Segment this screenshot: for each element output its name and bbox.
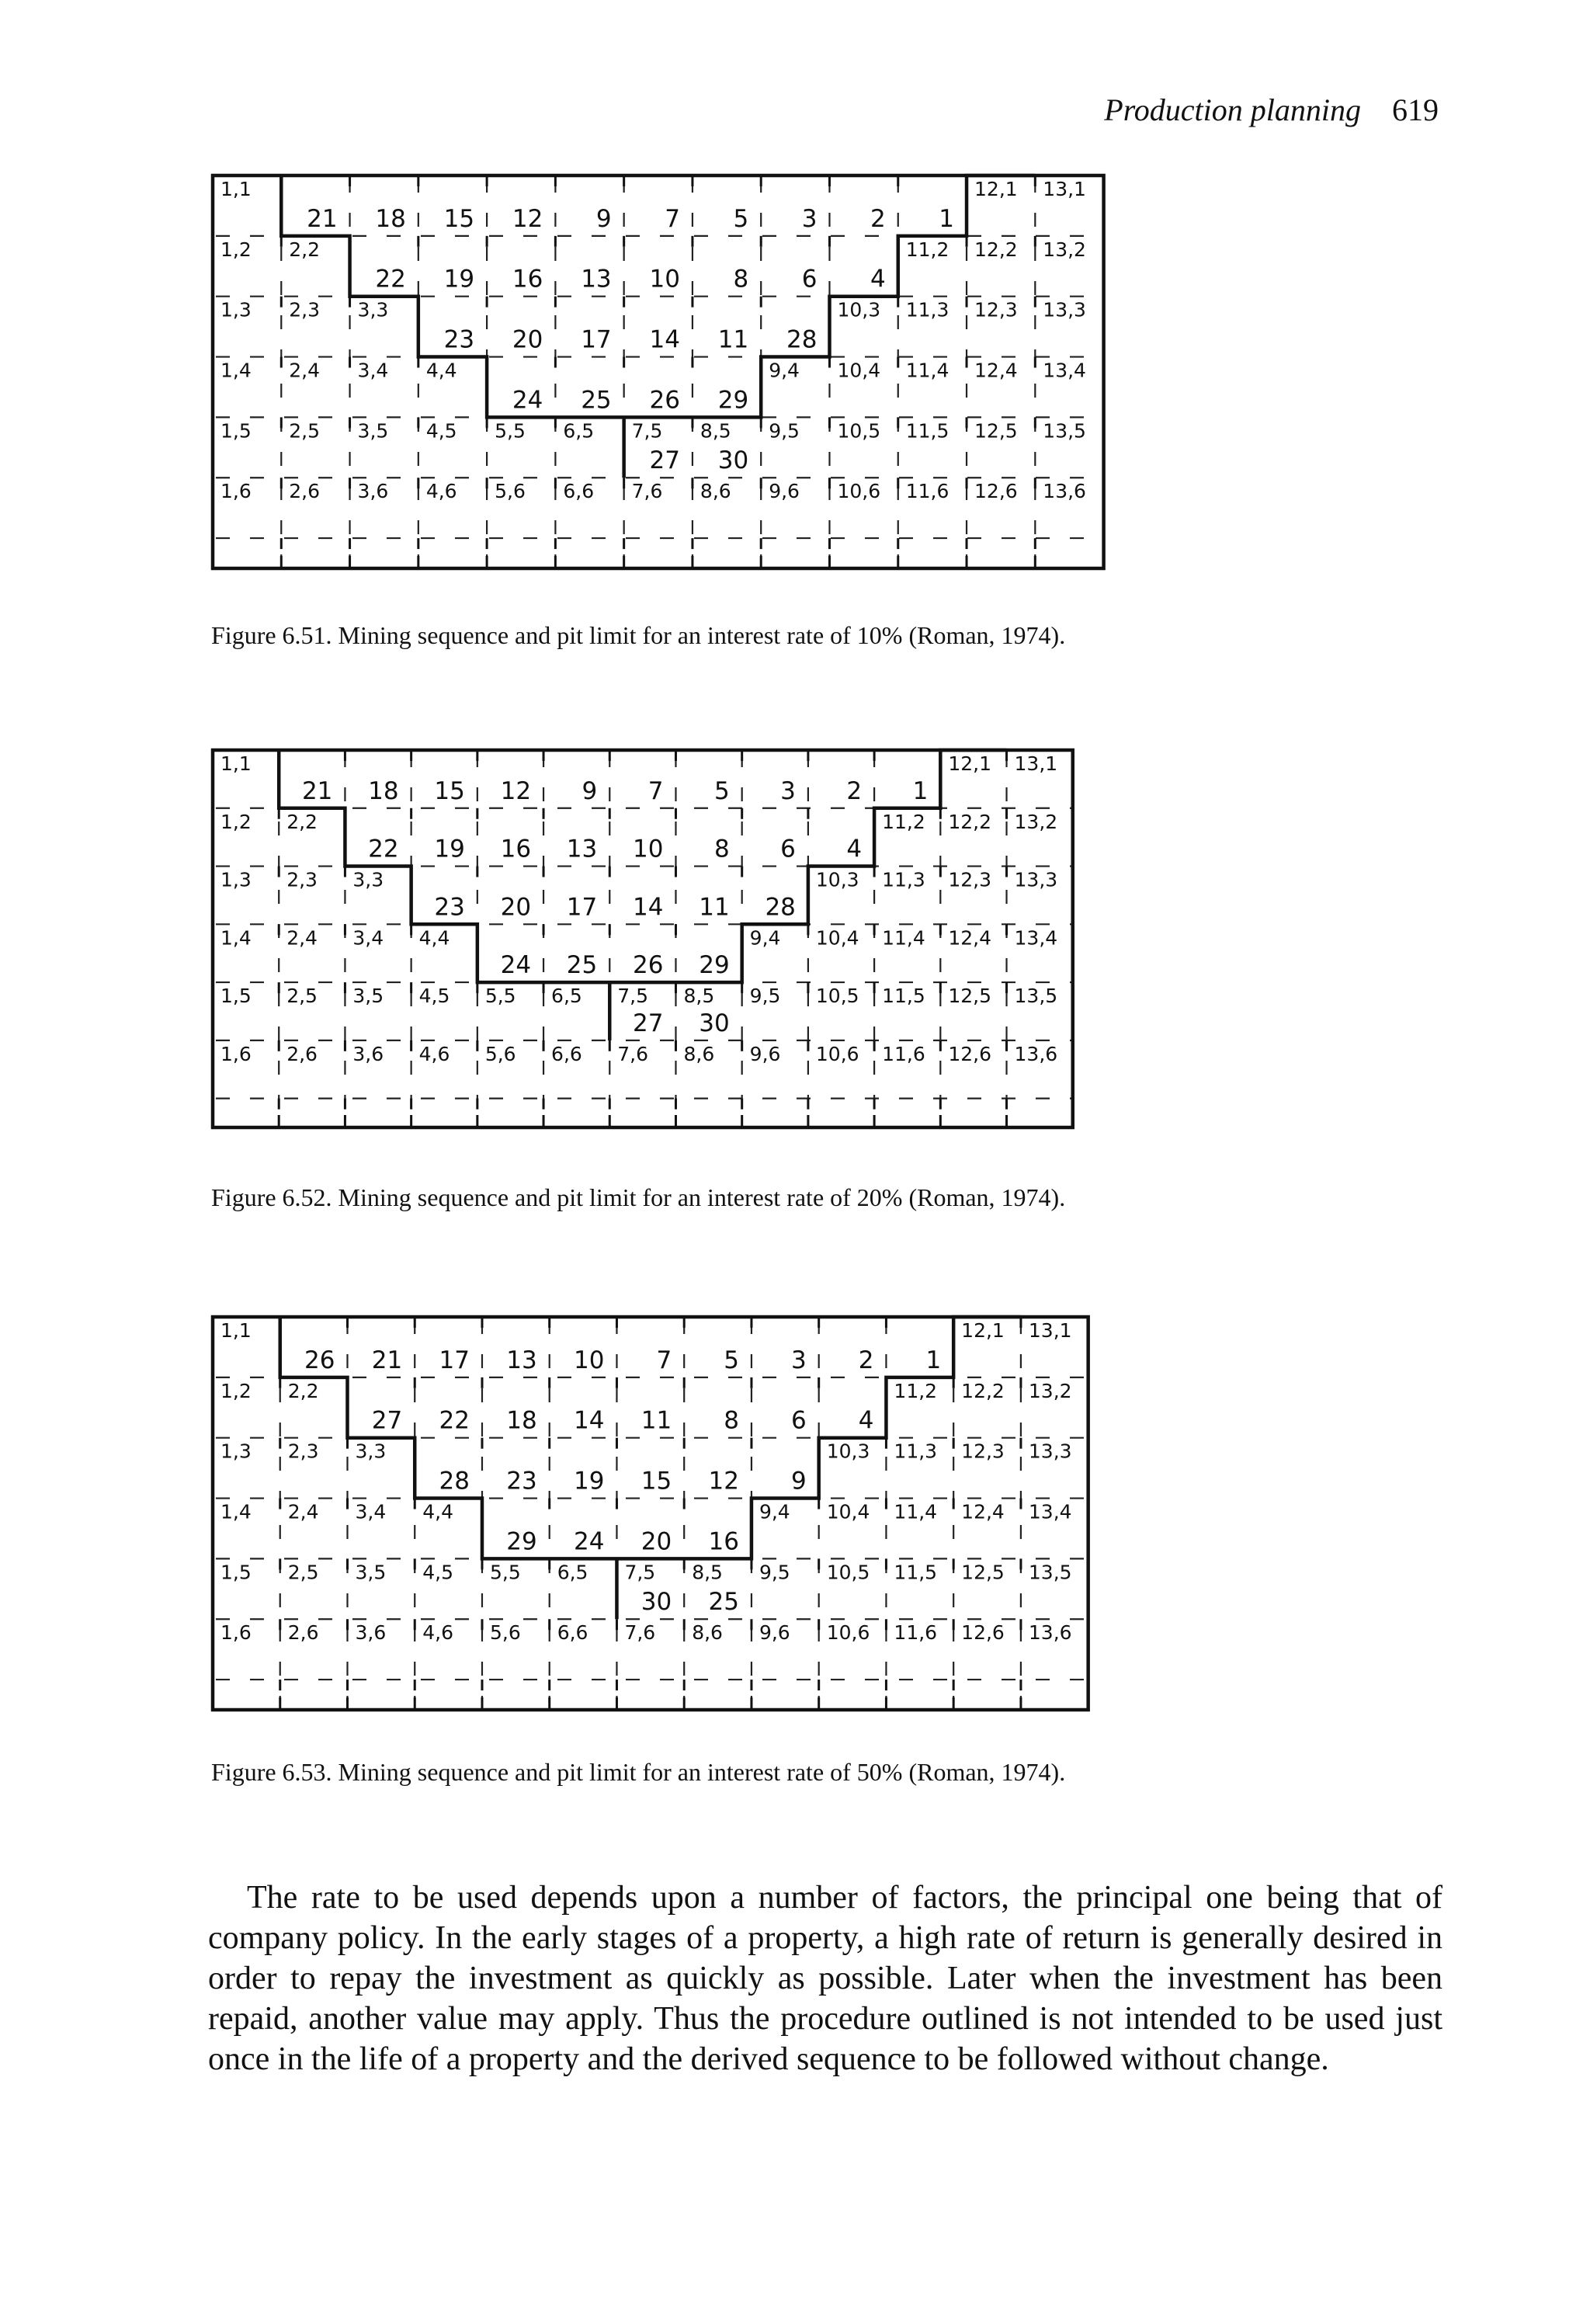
block-label: 11,3 — [905, 298, 949, 321]
sequence-number: 28 — [439, 1467, 470, 1495]
block-label: 1,6 — [220, 1621, 252, 1645]
sequence-number: 1 — [912, 776, 929, 805]
block-label: 13,1 — [1043, 178, 1086, 200]
block-label: 9,6 — [759, 1621, 790, 1645]
block-label: 3,5 — [357, 419, 389, 443]
block-label: 3,3 — [357, 298, 389, 321]
block-label: 12,4 — [974, 359, 1018, 382]
sequence-number: 9 — [790, 1467, 807, 1495]
sequence-number: 29 — [717, 386, 749, 415]
block-label: 11,4 — [905, 359, 949, 382]
figure-6-52 — [210, 747, 1110, 1135]
block-label: 3,4 — [355, 1500, 387, 1523]
block-label: 13,1 — [1014, 752, 1058, 775]
block-label: 8,6 — [700, 480, 731, 503]
block-label: 4,6 — [425, 480, 457, 503]
sequence-number: 29 — [699, 951, 730, 980]
block-label: 12,4 — [961, 1500, 1005, 1523]
sequence-number: 15 — [443, 204, 475, 233]
sequence-number: 21 — [301, 776, 333, 805]
block-label: 2,3 — [289, 298, 321, 321]
block-label: 1,6 — [220, 480, 252, 503]
block-label: 10,3 — [815, 868, 859, 891]
block-label: 1,4 — [220, 1500, 252, 1523]
block-label: 1,2 — [220, 238, 252, 261]
block-label: 12,5 — [974, 419, 1018, 443]
sequence-number: 20 — [641, 1527, 672, 1556]
figure-6-51-caption: Figure 6.51. Mining sequence and pit limit for an interest rate of 10% (Roman, 1974). — [211, 621, 1066, 649]
block-label: 13,6 — [1043, 480, 1086, 503]
block-label: 4,4 — [422, 1500, 453, 1523]
sequence-number: 18 — [375, 204, 406, 233]
sequence-number: 11 — [717, 325, 749, 354]
block-label: 9,4 — [769, 359, 800, 382]
block-label: 2,4 — [286, 926, 318, 950]
block-label: 12,3 — [974, 298, 1018, 321]
block-label: 6,5 — [563, 419, 595, 443]
figure-6-53 — [210, 1314, 1110, 1718]
sequence-number: 2 — [870, 204, 886, 233]
sequence-number: 20 — [500, 893, 532, 922]
sequence-number: 4 — [858, 1406, 874, 1435]
block-label: 2,3 — [286, 868, 318, 891]
block-label: 10,6 — [837, 480, 881, 503]
block-label: 9,5 — [769, 419, 800, 443]
sequence-number: 5 — [724, 1346, 739, 1374]
sequence-number: 12 — [500, 776, 532, 805]
sequence-number: 11 — [699, 893, 730, 922]
sequence-number: 27 — [633, 1009, 664, 1037]
block-label: 11,2 — [882, 810, 925, 833]
block-label: 1,5 — [220, 1561, 252, 1584]
block-label: 5,6 — [489, 1621, 521, 1645]
sequence-number: 6 — [801, 265, 818, 294]
block-label: 10,5 — [826, 1561, 870, 1584]
sequence-number: 24 — [574, 1527, 605, 1556]
sequence-number: 21 — [371, 1346, 403, 1374]
sequence-number: 8 — [733, 265, 749, 294]
block-label: 13,4 — [1043, 359, 1086, 382]
sequence-number: 13 — [506, 1346, 537, 1374]
sequence-number: 19 — [574, 1467, 605, 1495]
block-label: 8,5 — [683, 985, 715, 1008]
block-label: 1,5 — [220, 985, 252, 1008]
sequence-number: 7 — [665, 204, 680, 233]
block-label: 10,3 — [837, 298, 881, 321]
sequence-number: 4 — [846, 835, 863, 863]
block-label: 10,6 — [826, 1621, 870, 1645]
block-label: 10,3 — [826, 1440, 870, 1463]
block-label: 2,6 — [286, 1042, 318, 1065]
sequence-number: 24 — [512, 386, 543, 415]
sequence-number: 14 — [574, 1406, 605, 1435]
block-label: 11,6 — [905, 480, 949, 503]
sequence-number: 27 — [649, 446, 680, 475]
sequence-number: 18 — [506, 1406, 537, 1435]
sequence-number: 23 — [506, 1467, 537, 1495]
block-label: 11,4 — [882, 926, 925, 950]
sequence-number: 22 — [368, 835, 399, 863]
block-label: 10,5 — [837, 419, 881, 443]
sequence-number: 7 — [647, 776, 664, 805]
sequence-number: 6 — [780, 835, 796, 863]
block-label: 8,5 — [700, 419, 731, 443]
block-label: 10,4 — [826, 1500, 870, 1523]
sequence-number: 18 — [368, 776, 399, 805]
block-label: 13,4 — [1014, 926, 1058, 950]
block-label: 12,2 — [961, 1379, 1005, 1402]
block-label: 4,4 — [425, 359, 457, 382]
running-head — [1104, 92, 1439, 129]
block-label: 11,3 — [894, 1440, 938, 1463]
sequence-number: 25 — [566, 951, 598, 980]
block-label: 1,4 — [220, 926, 252, 950]
block-label: 12,6 — [961, 1621, 1005, 1645]
block-label: 9,5 — [749, 985, 781, 1008]
block-label: 1,1 — [220, 752, 252, 775]
block-label: 12,6 — [974, 480, 1018, 503]
block-label: 7,5 — [617, 985, 649, 1008]
sequence-number: 26 — [633, 951, 664, 980]
sequence-number: 2 — [858, 1346, 874, 1374]
block-label: 5,5 — [495, 419, 526, 443]
block-label: 3,4 — [357, 359, 389, 382]
block-label: 13,5 — [1028, 1561, 1072, 1584]
sequence-number: 12 — [512, 204, 543, 233]
sequence-number: 22 — [375, 265, 406, 294]
block-label: 2,6 — [289, 480, 321, 503]
sequence-number: 3 — [801, 204, 818, 233]
block-label: 13,6 — [1028, 1621, 1072, 1645]
block-label: 4,6 — [418, 1042, 450, 1065]
block-label: 3,6 — [355, 1621, 387, 1645]
sequence-number: 17 — [439, 1346, 470, 1374]
block-label: 3,5 — [352, 985, 384, 1008]
block-label: 13,5 — [1043, 419, 1086, 443]
sequence-number: 22 — [439, 1406, 470, 1435]
block-label: 2,5 — [286, 985, 318, 1008]
block-label: 2,4 — [287, 1500, 319, 1523]
block-label: 11,6 — [882, 1042, 925, 1065]
sequence-number: 23 — [434, 893, 465, 922]
block-label: 3,6 — [352, 1042, 384, 1065]
block-label: 13,1 — [1028, 1319, 1072, 1342]
sequence-number: 24 — [500, 951, 532, 980]
block-label: 6,6 — [557, 1621, 588, 1645]
block-label: 6,6 — [563, 480, 595, 503]
block-label: 12,1 — [961, 1319, 1005, 1342]
block-label: 9,5 — [759, 1561, 790, 1584]
sequence-number: 12 — [708, 1467, 739, 1495]
block-label: 1,1 — [220, 178, 252, 200]
block-label: 3,3 — [355, 1440, 387, 1463]
block-label: 8,6 — [683, 1042, 715, 1065]
sequence-number: 8 — [724, 1406, 739, 1435]
block-label: 5,6 — [495, 480, 526, 503]
block-label: 2,6 — [287, 1621, 319, 1645]
block-label: 1,3 — [220, 298, 252, 321]
sequence-number: 1 — [925, 1346, 942, 1374]
block-label: 13,2 — [1043, 238, 1086, 261]
sequence-number: 28 — [786, 325, 818, 354]
block-label: 12,5 — [961, 1561, 1005, 1584]
sequence-number: 9 — [581, 776, 598, 805]
block-label: 9,4 — [749, 926, 781, 950]
block-label: 12,3 — [948, 868, 991, 891]
block-label: 2,4 — [289, 359, 321, 382]
block-label: 9,6 — [749, 1042, 781, 1065]
block-label: 9,6 — [769, 480, 800, 503]
sequence-number: 3 — [790, 1346, 807, 1374]
block-label: 3,5 — [355, 1561, 387, 1584]
block-label: 9,4 — [759, 1500, 790, 1523]
block-label: 7,6 — [624, 1621, 656, 1645]
sequence-number: 2 — [846, 776, 863, 805]
block-label: 3,3 — [352, 868, 384, 891]
block-label: 4,5 — [425, 419, 457, 443]
page-number: 619 — [1392, 92, 1439, 127]
sequence-number: 29 — [506, 1527, 537, 1556]
pit-grid-diagram — [210, 747, 1079, 1135]
sequence-number: 21 — [307, 204, 338, 233]
block-label: 11,2 — [894, 1379, 938, 1402]
block-label: 5,5 — [484, 985, 516, 1008]
sequence-number: 6 — [790, 1406, 807, 1435]
block-label: 10,6 — [815, 1042, 859, 1065]
block-label: 11,5 — [905, 419, 949, 443]
block-label: 11,5 — [894, 1561, 938, 1584]
block-label: 2,5 — [287, 1561, 319, 1584]
block-label: 6,5 — [557, 1561, 588, 1584]
block-label: 10,4 — [837, 359, 881, 382]
body-paragraph: The rate to be used depends upon a number of factors, the principal one being that of company policy. In the early stages of a property, a high rate of return is generally desired in order to repay the investment as quickly as possible. Later when the investment has been repaid, another value may apply. Thus the procedure outlined is not intended to be used just once in the life of a property and the derived sequence to be followed without change. — [208, 1880, 1442, 2077]
block-label: 10,4 — [815, 926, 859, 950]
block-label: 4,5 — [422, 1561, 453, 1584]
sequence-number: 11 — [641, 1406, 672, 1435]
sequence-number: 13 — [581, 265, 612, 294]
running-head-title: Production planning — [1104, 92, 1361, 127]
block-label: 6,6 — [551, 1042, 582, 1065]
sequence-number: 17 — [566, 893, 598, 922]
sequence-number: 10 — [649, 265, 680, 294]
sequence-number: 15 — [641, 1467, 672, 1495]
figure-6-51 — [210, 172, 1110, 576]
sequence-number: 25 — [708, 1588, 739, 1617]
sequence-number: 17 — [581, 325, 612, 354]
sequence-number: 19 — [434, 835, 465, 863]
block-label: 1,2 — [220, 1379, 252, 1402]
sequence-number: 8 — [713, 835, 730, 863]
block-label: 2,5 — [289, 419, 321, 443]
sequence-number: 28 — [765, 893, 796, 922]
block-label: 13,5 — [1014, 985, 1058, 1008]
block-label: 10,5 — [815, 985, 859, 1008]
sequence-number: 27 — [371, 1406, 403, 1435]
block-label: 13,2 — [1014, 810, 1058, 833]
block-label: 12,3 — [961, 1440, 1005, 1463]
block-label: 13,2 — [1028, 1379, 1072, 1402]
figure-6-53-caption: Figure 6.53. Mining sequence and pit limit for an interest rate of 50% (Roman, 1974). — [211, 1758, 1066, 1786]
block-label: 7,6 — [631, 480, 663, 503]
sequence-number: 7 — [656, 1346, 672, 1374]
block-label: 3,6 — [357, 480, 389, 503]
sequence-number: 16 — [512, 265, 543, 294]
block-label: 5,6 — [484, 1042, 516, 1065]
block-label: 12,6 — [948, 1042, 991, 1065]
sequence-number: 14 — [633, 893, 664, 922]
block-label: 2,2 — [286, 810, 318, 833]
block-label: 11,6 — [894, 1621, 938, 1645]
sequence-number: 30 — [699, 1009, 730, 1037]
block-label: 12,1 — [974, 178, 1018, 200]
sequence-number: 9 — [595, 204, 612, 233]
figure-6-52-caption: Figure 6.52. Mining sequence and pit limit for an interest rate of 20% (Roman, 1974). — [211, 1183, 1066, 1211]
block-label: 11,2 — [905, 238, 949, 261]
sequence-number: 5 — [713, 776, 730, 805]
block-label: 1,3 — [220, 1440, 252, 1463]
block-label: 13,3 — [1043, 298, 1086, 321]
block-label: 1,2 — [220, 810, 252, 833]
block-label: 2,3 — [287, 1440, 319, 1463]
block-label: 8,6 — [692, 1621, 723, 1645]
sequence-number: 1 — [939, 204, 955, 233]
block-label: 8,5 — [692, 1561, 723, 1584]
block-label: 4,6 — [422, 1621, 453, 1645]
sequence-number: 15 — [434, 776, 465, 805]
sequence-number: 10 — [633, 835, 664, 863]
sequence-number: 5 — [733, 204, 749, 233]
block-label: 1,6 — [220, 1042, 252, 1065]
block-label: 13,6 — [1014, 1042, 1058, 1065]
sequence-number: 30 — [641, 1588, 672, 1617]
block-label: 6,5 — [551, 985, 582, 1008]
block-label: 13,4 — [1028, 1500, 1072, 1523]
block-label: 2,2 — [287, 1379, 319, 1402]
sequence-number: 26 — [649, 386, 680, 415]
sequence-number: 3 — [780, 776, 796, 805]
sequence-number: 25 — [581, 386, 612, 415]
block-label: 7,5 — [631, 419, 663, 443]
block-label: 11,3 — [882, 868, 925, 891]
block-label: 7,5 — [624, 1561, 656, 1584]
sequence-number: 4 — [870, 265, 886, 294]
block-label: 12,4 — [948, 926, 991, 950]
sequence-number: 10 — [574, 1346, 605, 1374]
block-label: 4,4 — [418, 926, 450, 950]
pit-grid-diagram — [210, 1314, 1095, 1718]
block-label: 3,4 — [352, 926, 384, 950]
block-label: 12,5 — [948, 985, 991, 1008]
block-label: 13,3 — [1014, 868, 1058, 891]
sequence-number: 13 — [566, 835, 598, 863]
sequence-number: 16 — [500, 835, 532, 863]
sequence-number: 23 — [443, 325, 475, 354]
block-label: 5,5 — [489, 1561, 521, 1584]
block-label: 1,1 — [220, 1319, 252, 1342]
block-label: 12,2 — [974, 238, 1018, 261]
block-label: 12,1 — [948, 752, 991, 775]
block-label: 11,5 — [882, 985, 925, 1008]
block-label: 11,4 — [894, 1500, 938, 1523]
block-label: 4,5 — [418, 985, 450, 1008]
sequence-number: 14 — [649, 325, 680, 354]
block-label: 12,2 — [948, 810, 991, 833]
sequence-number: 19 — [443, 265, 475, 294]
block-label: 1,5 — [220, 419, 252, 443]
block-label: 1,3 — [220, 868, 252, 891]
sequence-number: 20 — [512, 325, 543, 354]
pit-grid-diagram — [210, 172, 1110, 576]
block-label: 7,6 — [617, 1042, 649, 1065]
sequence-number: 26 — [304, 1346, 335, 1374]
block-label: 1,4 — [220, 359, 252, 382]
sequence-number: 16 — [708, 1527, 739, 1556]
block-label: 2,2 — [289, 238, 321, 261]
block-label: 13,3 — [1028, 1440, 1072, 1463]
sequence-number: 30 — [717, 446, 749, 475]
